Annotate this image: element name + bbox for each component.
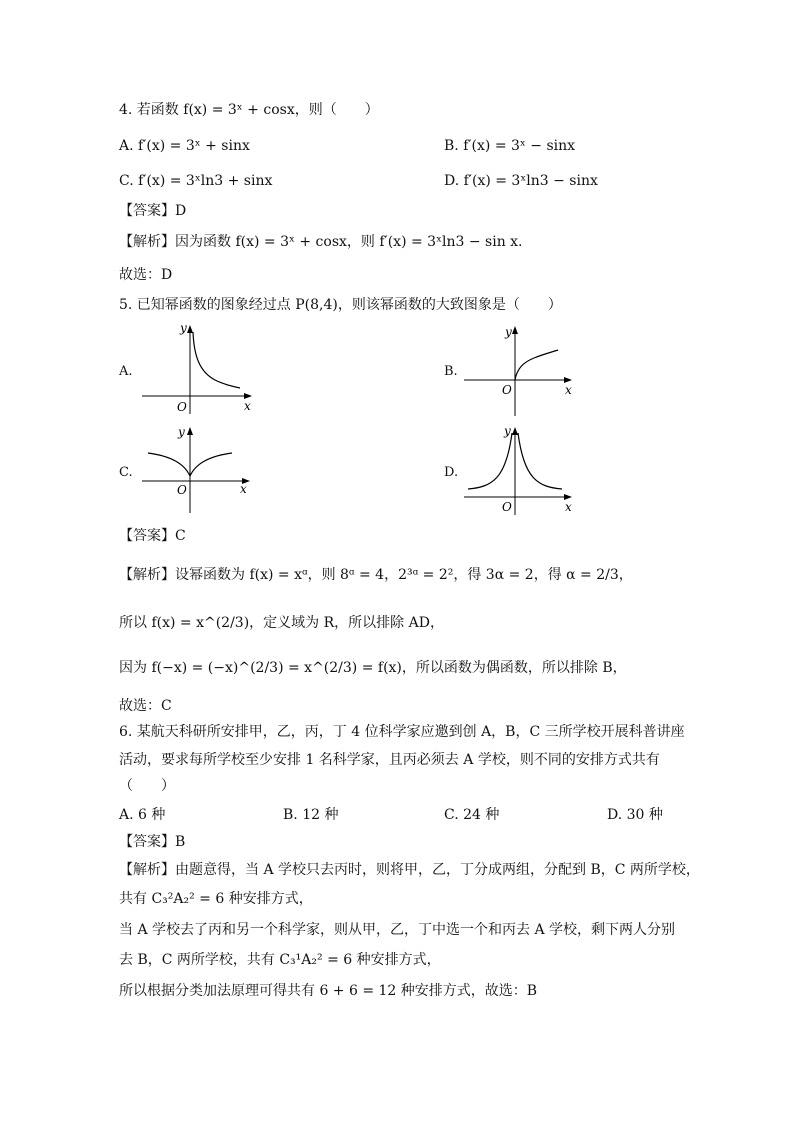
q6-answer: 【答案】B (119, 834, 186, 850)
q4-analysis: 【解析】因为函数 f(x) = 3ˣ + cosx，则 f′(x) = 3ˣln3 − sin x. (119, 234, 523, 250)
graph-a-label: A. (119, 364, 133, 379)
graph-d-origin-label: O (502, 500, 512, 514)
q6-option-a: A. 6 种 (119, 807, 166, 823)
q4-stem: 4. 若函数 f(x) = 3ˣ + cosx，则（ ） (119, 102, 379, 118)
graph-a-y-arrow (187, 325, 193, 333)
graph-b-curve (515, 350, 558, 380)
q6-option-c: C. 24 种 (444, 807, 500, 823)
q6-analysis-1: 【解析】由题意得，当 A 学校只去丙时，则将甲，乙，丁分成两组，分配到 B，C 两所学校， (119, 862, 700, 878)
graph-c (140, 423, 260, 515)
graph-c-y-label: y (178, 425, 185, 439)
q5-analysis-3: 因为 f(−x) = (−x)^(2/3) = x^(2/3) = f(x)，所以函数为偶函数，所以排除 B， (119, 660, 627, 676)
q5-conclusion: 故选：C (119, 698, 172, 714)
q6-analysis-2: 共有 C₃²A₂² = 6 种安排方式， (119, 891, 313, 907)
graph-c-curve-left (148, 453, 190, 476)
graph-c-label: C. (119, 465, 133, 480)
q6-analysis-4: 去 B，C 两所学校，共有 C₃¹A₂² = 6 种安排方式， (119, 952, 441, 968)
graph-d-x-label: x (565, 500, 572, 514)
graph-b-y-label: y (505, 325, 512, 339)
q6-stem-2: 活动，要求每所学校至少安排 1 名科学家，且丙必须去 A 学校，则不同的安排方式共有 (119, 752, 660, 768)
q5-answer: 【答案】C (119, 528, 186, 544)
graph-c-curve-right (190, 453, 232, 476)
q4-option-b: B. f′(x) = 3ˣ − sinx (444, 138, 576, 154)
graph-c-y-arrow (187, 427, 193, 435)
q4-conclusion: 故选：D (119, 267, 173, 283)
graph-a (140, 322, 260, 414)
graph-d-curve-left (468, 433, 512, 489)
q5-stem: 5. 已知幂函数的图象经过点 P(8,4)，则该幂函数的大致图象是（ ） (119, 297, 562, 313)
graph-c-origin-label: O (177, 483, 187, 497)
q4-option-c: C. f′(x) = 3ˣln3 + sinx (119, 173, 273, 189)
graph-a-x-label: x (244, 399, 251, 413)
graph-b (462, 322, 580, 418)
graph-b-x-label: x (565, 383, 572, 397)
graph-d-label: D. (444, 465, 459, 480)
graph-a-origin-label: O (177, 400, 187, 414)
graph-d-y-arrow (512, 427, 518, 435)
graph-c-x-label: x (240, 482, 247, 496)
q4-option-d: D. f′(x) = 3ˣln3 − sinx (444, 173, 598, 189)
graph-b-y-arrow (512, 326, 518, 334)
graph-b-origin-label: O (502, 383, 512, 397)
q4-option-a: A. f′(x) = 3ˣ + sinx (119, 138, 250, 154)
q5-analysis-1: 【解析】设幂函数为 f(x) = xᵅ，则 8ᵅ = 4，2³ᵅ = 2²，得 3α = 2，得 α = 2/3， (119, 567, 633, 583)
graph-d-curve-right (518, 433, 562, 489)
graph-d (462, 423, 580, 515)
q6-stem-3: （ ） (119, 778, 175, 794)
graph-d-y-label: y (504, 424, 511, 438)
q5-analysis-2: 所以 f(x) = x^(2/3)，定义域为 R，所以排除 AD， (119, 615, 444, 631)
graph-b-label: B. (444, 364, 458, 379)
q4-answer: 【答案】D (119, 203, 187, 219)
q6-option-d: D. 30 种 (607, 807, 663, 823)
graph-a-y-label: y (180, 322, 187, 335)
q6-analysis-3: 当 A 学校去了丙和另一个科学家，则从甲，乙，丁中选一个和丙去 A 学校，剩下两人分别 (119, 922, 676, 938)
q6-stem-1: 6. 某航天科研所安排甲，乙，丙，丁 4 位科学家应邀到创 A，B，C 三所学校开展科普讲座 (119, 724, 685, 740)
q6-option-b: B. 12 种 (283, 807, 339, 823)
graph-a-curve (193, 332, 240, 388)
q6-analysis-5: 所以根据分类加法原理可得共有 6 + 6 = 12 种安排方式，故选：B (119, 983, 538, 999)
